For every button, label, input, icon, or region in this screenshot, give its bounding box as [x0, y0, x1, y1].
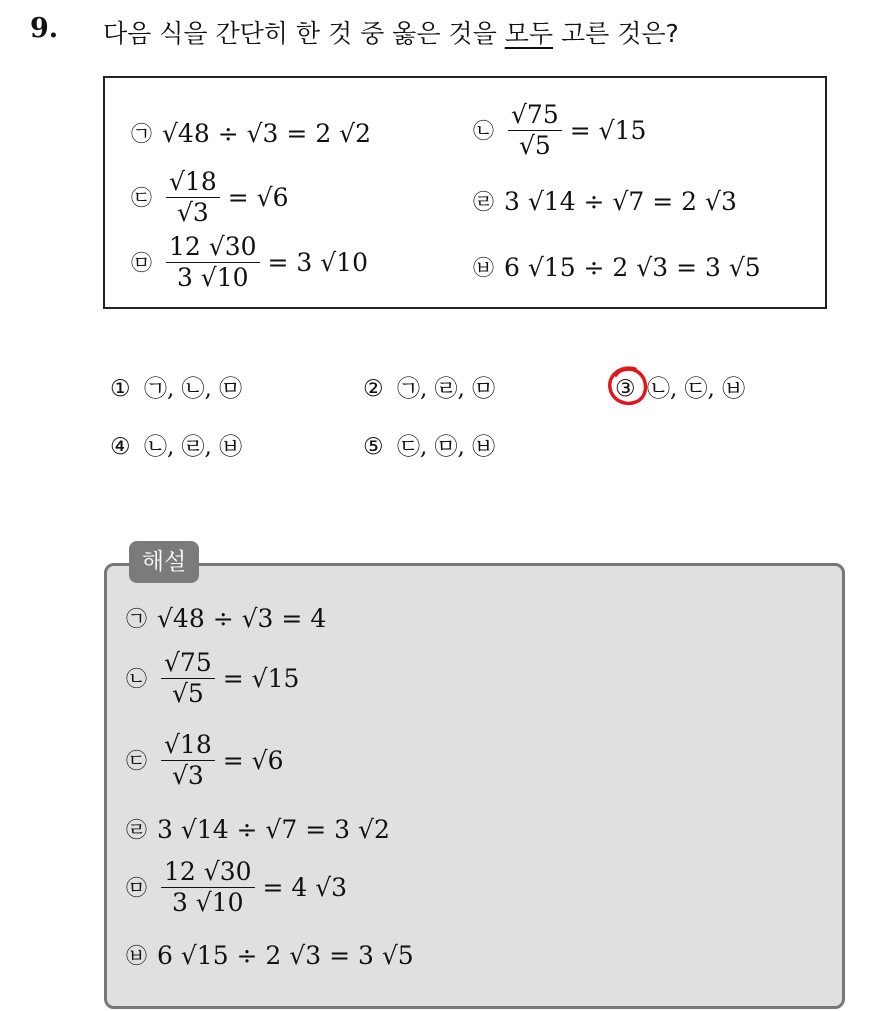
item-marker: ㉥ [473, 256, 494, 280]
item-marker: ㉣ [473, 190, 494, 214]
fraction-numerator: √18 [161, 731, 215, 761]
fraction-numerator: √75 [161, 649, 215, 679]
item-fraction [166, 233, 260, 291]
item-fraction [161, 649, 215, 707]
explanation-title: 해설 [129, 541, 199, 583]
explanation-item-3 [126, 731, 283, 789]
fraction-denominator: 3 √10 [171, 887, 244, 917]
fraction-denominator: √3 [171, 760, 204, 790]
item-marker: ㉣ [126, 818, 147, 842]
item-rhs: = 4 [281, 603, 327, 633]
choice-items: ㉠, ㉡, ㉤ [143, 376, 243, 402]
item-lhs: 3 √14 ÷ √7 [504, 186, 645, 216]
item-lhs: 6 √15 ÷ 2 √3 [157, 940, 322, 970]
box-item-1 [131, 118, 371, 148]
question-number: 9. [30, 13, 59, 44]
choice-label: ⑤ [363, 434, 384, 460]
item-fraction [166, 168, 220, 226]
item-rhs: = 2 √2 [286, 118, 372, 148]
choice-label: ③ [615, 376, 636, 402]
item-marker: ㉤ [131, 251, 152, 275]
fraction-denominator: √3 [176, 197, 209, 227]
choice-items: ㉡, ㉣, ㉥ [143, 434, 243, 460]
item-rhs: = √15 [569, 115, 647, 145]
item-lhs: 6 √15 ÷ 2 √3 [504, 252, 669, 282]
item-rhs: = √6 [222, 745, 284, 775]
choice-label: ④ [110, 434, 131, 460]
explanation-item-2 [126, 649, 299, 707]
choice-5[interactable] [363, 428, 495, 461]
box-item-6 [473, 252, 761, 282]
fraction-denominator: 3 √10 [176, 262, 249, 292]
item-lhs: 3 √14 ÷ √7 [157, 814, 298, 844]
item-rhs: = √6 [227, 182, 289, 212]
explanation-item-1 [126, 603, 326, 633]
item-rhs: = 4 √3 [262, 872, 348, 902]
explanation-item-5 [126, 858, 347, 916]
answer-circle-mark [605, 363, 651, 409]
item-marker: ㉤ [126, 876, 147, 900]
item-rhs: = 2 √3 [652, 186, 737, 216]
box-item-4 [473, 186, 737, 216]
item-marker: ㉢ [131, 186, 152, 210]
choice-label: ② [363, 376, 384, 402]
question-text-before: 다음 식을 간단히 한 것 중 옳은 것을 [103, 19, 505, 48]
fraction-numerator: 12 √30 [166, 233, 260, 263]
choice-1[interactable] [110, 370, 242, 403]
choice-4[interactable] [110, 428, 242, 461]
box-item-3 [131, 168, 288, 226]
choice-items: ㉡, ㉢, ㉥ [646, 376, 746, 402]
explanation-item-6 [126, 940, 414, 970]
fraction-numerator: √18 [166, 168, 220, 198]
question-text-after: 고른 것은? [553, 19, 679, 48]
item-fraction [161, 731, 215, 789]
box-item-5 [131, 233, 368, 291]
fraction-numerator: 12 √30 [161, 858, 255, 888]
choice-items: ㉢, ㉤, ㉥ [396, 434, 496, 460]
item-marker: ㉠ [131, 122, 152, 146]
item-rhs: = √15 [222, 663, 300, 693]
item-rhs: = 3 √10 [267, 247, 368, 277]
item-rhs: = 3 √5 [676, 252, 761, 282]
item-marker: ㉢ [126, 749, 147, 773]
item-marker: ㉡ [473, 119, 494, 143]
question-text [103, 14, 679, 50]
fraction-numerator: √75 [508, 101, 562, 131]
item-marker: ㉠ [126, 607, 147, 631]
question-text-underlined: 모두 [504, 19, 553, 48]
item-rhs: = 3 √5 [329, 940, 414, 970]
item-marker: ㉡ [126, 667, 147, 691]
fraction-denominator: √5 [518, 130, 551, 160]
choice-2[interactable] [363, 370, 495, 403]
item-fraction [161, 858, 255, 916]
fraction-denominator: √5 [171, 678, 204, 708]
choice-items: ㉠, ㉣, ㉤ [396, 376, 496, 402]
item-rhs: = 3 √2 [305, 814, 390, 844]
box-item-2 [473, 101, 646, 159]
explanation-item-4 [126, 814, 390, 844]
choice-label: ① [110, 376, 131, 402]
item-lhs: √48 ÷ √3 [162, 118, 279, 148]
item-lhs: √48 ÷ √3 [157, 603, 274, 633]
item-fraction [508, 101, 562, 159]
item-marker: ㉥ [126, 944, 147, 968]
